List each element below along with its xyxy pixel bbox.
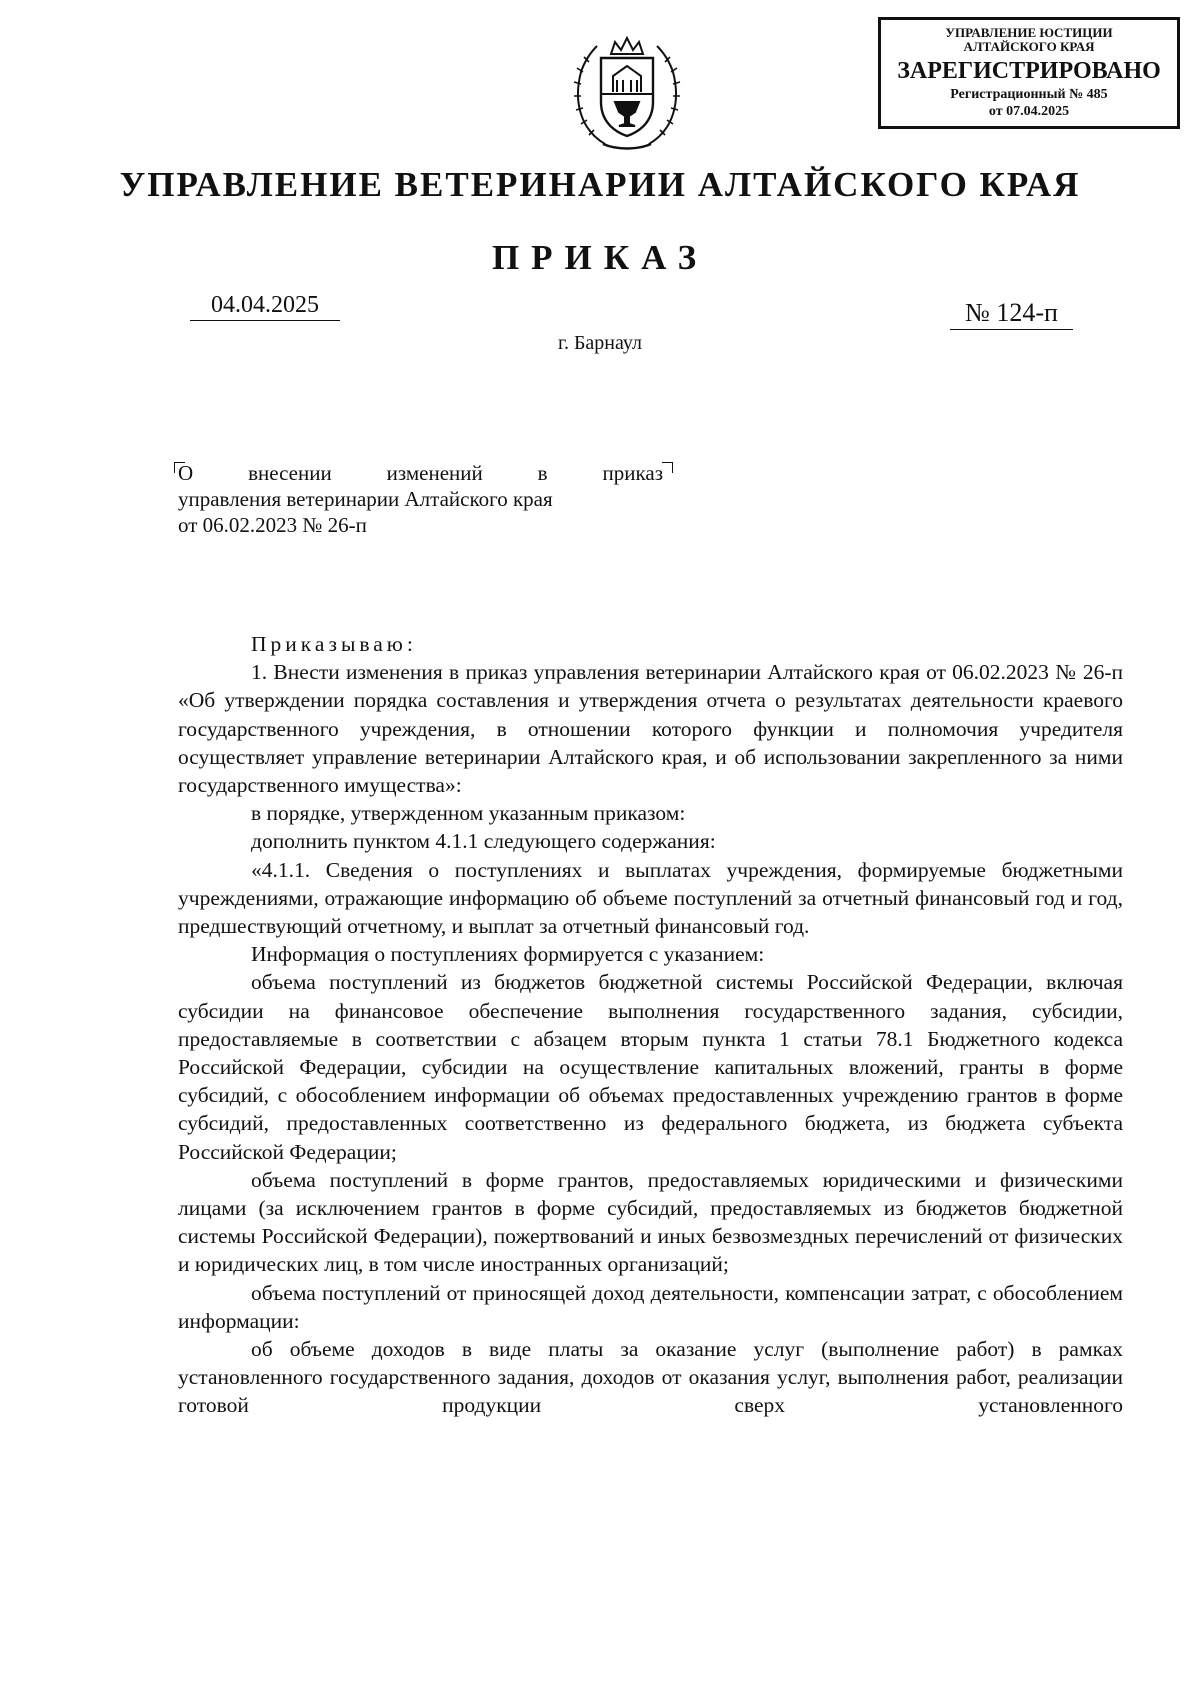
paragraph-continued: об объеме доходов в виде платы за оказание услуг (выполнение работ) в рамках установленного государственного задания, доходов от оказания услуг, выполнения работ, реализации готовой продукции сверх установленного xyxy=(178,1337,1123,1418)
registration-stamp xyxy=(878,17,1180,129)
coat-of-arms-icon xyxy=(567,32,687,157)
document-subject xyxy=(178,460,663,538)
subject-bracket-right xyxy=(662,462,673,473)
paragraph: объема поступлений от приносящей доход деятельности, компенсации затрат, с обособлением информации: xyxy=(178,1280,1123,1333)
stamp-status: ЗАРЕГИСТРИРОВАНО xyxy=(897,58,1161,84)
subject-line-1: О внесении изменений в приказ xyxy=(178,461,663,485)
paragraph-item-1: 1. Внести изменения в приказ управления ветеринарии Алтайского края от 06.02.2023 № 26-п «Об утверждении порядка составления и утверждения отчета о результатах деятельности краевого государственного учреждения, в отношении которого функции и полномочия учредителя осуществляет управление ветеринарии Алтайского края, и об использовании закрепленного за ними государственного имущества»: xyxy=(178,660,1123,798)
organization-title: УПРАВЛЕНИЕ ВЕТЕРИНАРИИ АЛТАЙСКОГО КРАЯ xyxy=(119,165,1081,204)
paragraph: объема поступлений в форме грантов, предоставляемых юридическими и физическими лицами (за исключением грантов в форме субсидий, предоставляемых из бюджетов бюджетной системы Российской Федерации), пожертвований и иных безвозмездных перечислений от физических и юридических лиц, в том числе иностранных организаций; xyxy=(178,1167,1123,1277)
document-body xyxy=(178,630,1123,1420)
subject-line-2: управления ветеринарии Алтайского края xyxy=(178,487,553,511)
document-date: 04.04.2025 xyxy=(190,290,340,321)
document-kind: ПРИКАЗ xyxy=(491,238,709,277)
stamp-authority-line2: АЛТАЙСКОГО КРАЯ xyxy=(963,39,1095,54)
document-number: № 124-п xyxy=(950,297,1073,330)
paragraph: дополнить пунктом 4.1.1 следующего содержания: xyxy=(251,829,716,854)
stamp-authority-line1: УПРАВЛЕНИЕ ЮСТИЦИИ xyxy=(945,25,1113,40)
paragraph: в порядке, утвержденном указанным приказом: xyxy=(251,801,686,826)
paragraph: Информация о поступлениях формируется с указанием: xyxy=(251,942,765,967)
stamp-reg-number: Регистрационный № 485 xyxy=(950,87,1108,102)
subject-bracket-left xyxy=(174,462,185,473)
paragraph: объема поступлений из бюджетов бюджетной системы Российской Федерации, включая субсидии на финансовое обеспечение выполнения государственного задания, субсидии, предоставляемые в соответствии с абзацем вторым пункта 1 статьи 78.1 Бюджетного кодекса Российской Федерации, субсидии на осуществление капитальных вложений, гранты в форме субсидий, с обособлением информации об объемах предоставленных учреждению грантов в форме субсидий, предоставленных соответственно из федерального бюджета, из бюджета субъекта Российской Федерации; xyxy=(178,970,1123,1164)
subject-line-3: от 06.02.2023 № 26-п xyxy=(178,513,367,537)
document-city: г. Барнаул xyxy=(558,332,642,354)
order-intro: Приказываю: xyxy=(251,632,417,656)
paragraph-4-1-1: «4.1.1. Сведения о поступлениях и выплатах учреждения, формируемые бюджетными учреждениями, отражающие информацию об объеме поступлений за отчетный финансовый год и год, предшествующий отчетному, и выплат за отчетный финансовый год. xyxy=(178,857,1123,939)
stamp-reg-date: от 07.04.2025 xyxy=(988,104,1070,119)
